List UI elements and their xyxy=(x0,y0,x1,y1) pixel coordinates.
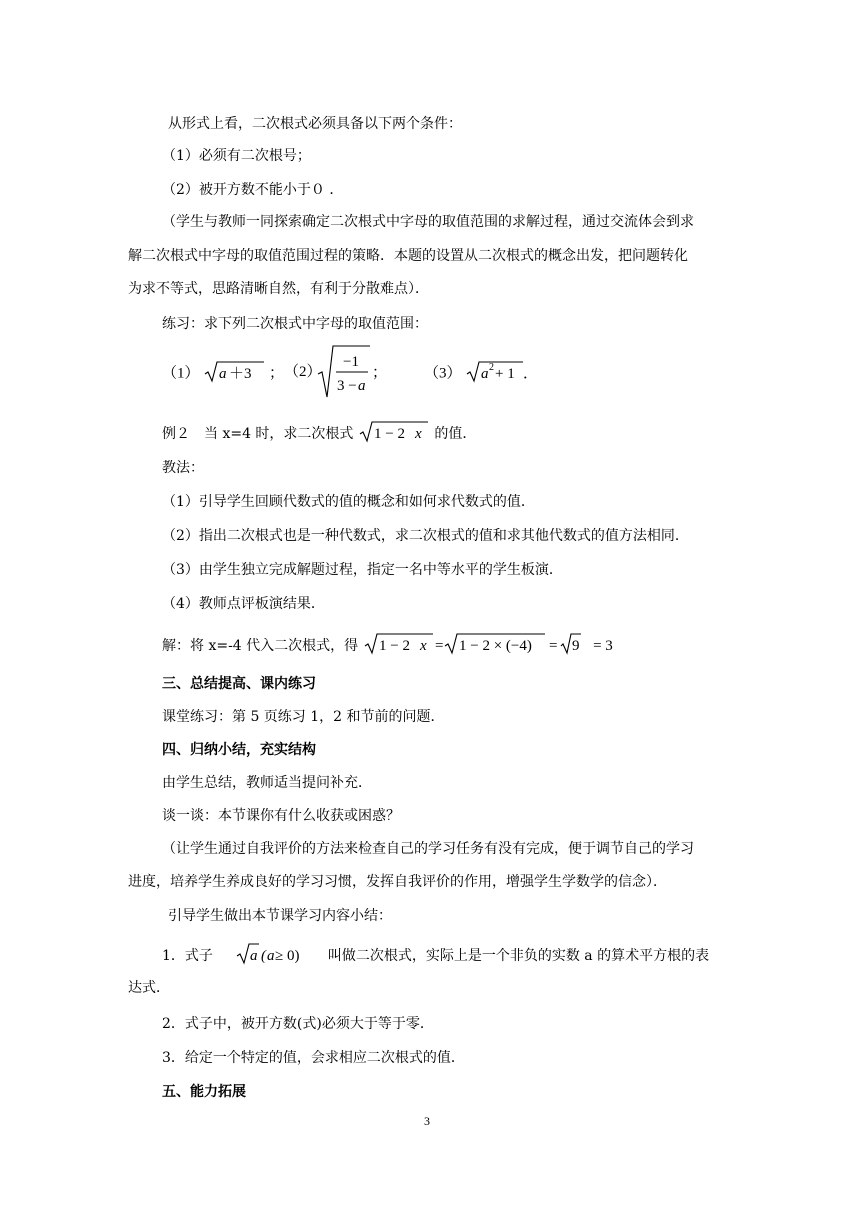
sqrt-sign-icon xyxy=(358,420,430,444)
text-line: 练习：求下列二次根式中字母的取值范围： xyxy=(162,316,428,332)
section-heading: 五、能力拓展 xyxy=(162,1084,246,1100)
sqrt-sign-icon xyxy=(465,360,539,384)
text-line: （学生与教师一同探索确定二次根式中字母的取值范围的求解过程，通过交流体会到求 xyxy=(162,214,694,230)
radicand-variable: x xyxy=(419,638,427,654)
radical xyxy=(235,942,315,966)
text-line: 教法： xyxy=(162,460,204,476)
denominator-text: 3 − xyxy=(337,378,357,394)
radicand-text: ＋3 xyxy=(229,366,252,382)
text-line: （1）必须有二次根号； xyxy=(162,148,311,164)
radicand-variable: a xyxy=(250,948,258,964)
radicand-text: 1 − 2 xyxy=(373,426,405,442)
text-line: （2）指出二次根式也是一种代数式，求二次根式的值和求其他代数式的值方法相同． xyxy=(162,528,689,544)
radical xyxy=(358,420,430,444)
equals-sign: = xyxy=(548,638,558,654)
example-2-line: 例２ 当 x=4 时，求二次根式 1 − 2 x 的值． xyxy=(162,422,476,446)
numerator: −1 xyxy=(343,354,359,370)
text-line: 3．给定一个特定的值，会求相应二次根式的值． xyxy=(162,1050,465,1066)
radical xyxy=(465,360,539,384)
radicand-text: 9 xyxy=(571,638,580,654)
radical xyxy=(203,360,265,384)
text-line: 进度，培养学生养成良好的学习习惯，发挥自我评价的作用，增强学生学数学的信念）． xyxy=(128,874,667,890)
condition-text: ≥ 0) xyxy=(275,948,300,964)
solution-line: 解：将 x=-4 代入二次根式，得 1 − 2 x = 1 − 2 × (−4) = 9 = 3 xyxy=(162,634,613,658)
radicand-variable: a xyxy=(481,366,489,382)
radicand-text: 1 − 2 xyxy=(378,638,410,654)
condition-variable: a xyxy=(267,948,275,964)
radicand-variable: a xyxy=(219,366,227,382)
text-line: （2）被开方数不能小于０ ． xyxy=(162,182,344,198)
exercise-2: （2） xyxy=(284,364,322,380)
definition-line: 1．式子 a ( a ≥ 0) 叫做二次根式，实际上是一个非负的实数 a 的算术平方根的表 xyxy=(162,944,709,968)
text-line: （3）由学生独立完成解题过程，指定一名中等水平的学生板演． xyxy=(162,562,563,578)
text-line: 课堂练习：第 5 页练习 1，2 和节前的问题． xyxy=(162,709,445,725)
exercise-3: （3） a 2 + 1 ． xyxy=(424,362,539,382)
sqrt-sign-icon xyxy=(235,942,315,966)
page-number: 3 xyxy=(424,1114,430,1128)
text-line: 谈一谈：本节课你有什么收获或困惑？ xyxy=(162,808,400,824)
text-line: 引导学生做出本节课学习内容小结： xyxy=(168,908,392,924)
text-line: （1）引导学生回顾代数式的值的概念和如何求代数式的值． xyxy=(162,494,535,510)
text-line: （4）教师点评板演结果． xyxy=(162,596,325,612)
radicand-variable: x xyxy=(414,426,422,442)
radicand-text: 1 − 2 × (−4) xyxy=(458,638,532,654)
separator: ； xyxy=(372,365,388,381)
exercise-1: （1） a ＋3 ； xyxy=(162,362,284,386)
text-line: 2．式子中，被开方数(式)必须大于等于零． xyxy=(162,1016,434,1032)
equals-sign: = xyxy=(434,638,444,654)
text-line: 为求不等式，思路清晰自然，有利于分散难点）． xyxy=(128,281,429,297)
section-heading: 四、归纳小结，充实结构 xyxy=(162,742,316,758)
denominator-variable: a xyxy=(358,378,366,394)
text-line: 达式． xyxy=(128,980,170,996)
fraction-radical xyxy=(316,344,396,404)
text-line: （让学生通过自我评价的方法来检查自己的学习任务有没有完成，便于调节自己的学习 xyxy=(162,841,694,857)
text-line: 从形式上看，二次根式必须具备以下两个条件： xyxy=(168,116,462,132)
sqrt-sign-icon xyxy=(203,360,265,384)
sqrt-sign-icon xyxy=(316,344,396,400)
text-line: 由学生总结，教师适当提问补充． xyxy=(162,775,372,791)
separator: ． xyxy=(523,366,539,382)
section-heading: 三、总结提高、课内练习 xyxy=(162,676,316,692)
exponent: 2 xyxy=(489,362,495,373)
condition-paren: ( xyxy=(261,948,267,964)
radicand-text: + 1 xyxy=(495,366,515,382)
sqrt-chain-icon xyxy=(363,632,593,656)
solution-formula xyxy=(363,632,593,656)
text-line: 解二次根式中字母的取值范围过程的策略．本题的设置从二次根式的概念出发，把问题转化 xyxy=(128,248,688,264)
